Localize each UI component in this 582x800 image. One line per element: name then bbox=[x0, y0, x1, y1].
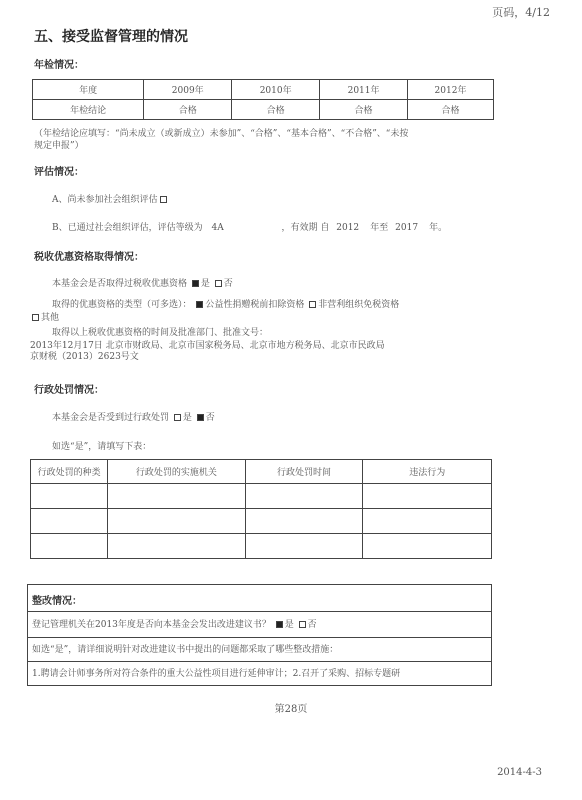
result-cell: 合格 bbox=[408, 100, 494, 120]
rectification-yes-label: 是 bbox=[284, 620, 294, 630]
evaluation-option-b-label: B、已通过社会组织评估，评估等级为 bbox=[52, 223, 203, 233]
penalty-header-authority: 行政处罚的实施机关 bbox=[108, 460, 245, 484]
year-label-cell: 年度 bbox=[33, 80, 144, 100]
tax-approval-prefix: 取得以上税收优惠资格的时间及批准部门、批准文号： bbox=[52, 328, 269, 338]
penalty-header-time: 行政处罚时间 bbox=[245, 460, 363, 484]
checkbox-icon[interactable] bbox=[309, 301, 316, 308]
checked-box-icon[interactable] bbox=[192, 280, 199, 287]
table-row bbox=[31, 509, 492, 534]
penalty-header-violation: 违法行为 bbox=[363, 460, 492, 484]
rectification-no-label: 否 bbox=[307, 620, 317, 630]
tax-approval-line-2: 京财税（2013）2623号文 bbox=[30, 352, 139, 362]
result-cell: 合格 bbox=[320, 100, 408, 120]
table-row bbox=[31, 484, 492, 509]
rectification-title: 整改情况： bbox=[32, 596, 82, 607]
tax-type-option-3: 其他 bbox=[41, 313, 60, 323]
checked-box-icon[interactable] bbox=[196, 301, 203, 308]
table-row bbox=[31, 534, 492, 559]
tax-approval-line-1: 2013年12月17日 北京市财政局、北京市国家税务局、北京市地方税务局、北京市民政局 bbox=[30, 341, 385, 351]
tax-type-option-1: 公益性捐赠税前扣除资格 bbox=[205, 300, 305, 310]
penalty-header-type: 行政处罚的种类 bbox=[31, 460, 108, 484]
checkbox-icon[interactable] bbox=[299, 621, 306, 628]
valid-year-from: 2012 bbox=[336, 223, 360, 233]
evaluation-option-a-label: A、尚未参加社会组织评估 bbox=[52, 195, 158, 205]
evaluation-option-b bbox=[52, 220, 447, 233]
rectification-question-row bbox=[28, 611, 491, 637]
tax-no-label: 否 bbox=[223, 279, 233, 289]
year-cell: 2009年 bbox=[144, 80, 232, 100]
valid-prefix: ，有效期 自 bbox=[281, 223, 330, 233]
evaluation-option-a bbox=[52, 192, 169, 205]
checkbox-icon[interactable] bbox=[32, 314, 39, 321]
result-label-cell: 年检结论 bbox=[33, 100, 144, 120]
penalty-title: 行政处罚情况： bbox=[34, 385, 104, 396]
year-to-prefix: 年至 bbox=[370, 223, 389, 233]
annual-inspection-note-1: （年检结论应填写：“尚未成立（或新成立）未参加”、“合格”、“基本合格”、“不合格”、“未按 bbox=[34, 129, 409, 139]
rectification-section bbox=[27, 584, 492, 686]
year-suffix: 年。 bbox=[429, 223, 448, 233]
penalty-instruction: 如选“是”，请填写下表： bbox=[52, 442, 152, 452]
result-cell: 合格 bbox=[232, 100, 320, 120]
result-cell: 合格 bbox=[144, 100, 232, 120]
checked-box-icon[interactable] bbox=[197, 414, 204, 421]
rectification-question: 登记管理机关在2013年度是否向本基金会发出改进建议书？ bbox=[32, 620, 271, 630]
tax-type-row bbox=[52, 297, 399, 310]
page-footer-number: 第28页 bbox=[274, 704, 308, 715]
tax-type-option-2: 非营利组织免税资格 bbox=[318, 300, 400, 310]
rectification-answer: 1.聘请会计师事务所对符合条件的重大公益性项目进行延伸审计；2.召开了采购、招标专题研 bbox=[28, 661, 491, 686]
tax-type-prefix: 取得的优惠资格的类型（可多选）： bbox=[52, 300, 192, 310]
penalty-table bbox=[30, 459, 492, 559]
tax-question: 本基金会是否取得过税收优惠资格 bbox=[52, 279, 188, 289]
annual-inspection-title: 年检情况： bbox=[34, 60, 84, 71]
checkbox-icon[interactable] bbox=[160, 196, 167, 203]
document-date: 2014-4-3 bbox=[497, 767, 542, 778]
annual-inspection-note-2: 规定申报”） bbox=[34, 141, 84, 151]
checkbox-icon[interactable] bbox=[174, 414, 181, 421]
evaluation-grade: 4A bbox=[211, 223, 224, 233]
tax-type-other-row bbox=[30, 310, 59, 323]
rectification-instruction: 如选“是”，请详细说明针对改进建议书中提出的问题都采取了哪些整改措施： bbox=[28, 637, 491, 661]
year-cell: 2011年 bbox=[320, 80, 408, 100]
year-cell: 2012年 bbox=[408, 80, 494, 100]
tax-title: 税收优惠资格取得情况： bbox=[34, 252, 144, 263]
penalty-no-label: 否 bbox=[205, 413, 215, 423]
year-cell: 2010年 bbox=[232, 80, 320, 100]
section-title: 五、接受监督管理的情况 bbox=[34, 29, 188, 45]
penalty-question: 本基金会是否受到过行政处罚 bbox=[52, 413, 170, 423]
checkbox-icon[interactable] bbox=[215, 280, 222, 287]
evaluation-title: 评估情况： bbox=[34, 167, 84, 178]
penalty-yes-label: 是 bbox=[182, 413, 192, 423]
tax-yes-label: 是 bbox=[200, 279, 210, 289]
annual-inspection-table bbox=[32, 79, 494, 120]
page-indicator: 页码，4/12 bbox=[492, 6, 550, 19]
checked-box-icon[interactable] bbox=[276, 621, 283, 628]
valid-year-to: 2017 bbox=[395, 223, 419, 233]
tax-question-row bbox=[52, 276, 233, 289]
penalty-question-row bbox=[52, 410, 215, 423]
